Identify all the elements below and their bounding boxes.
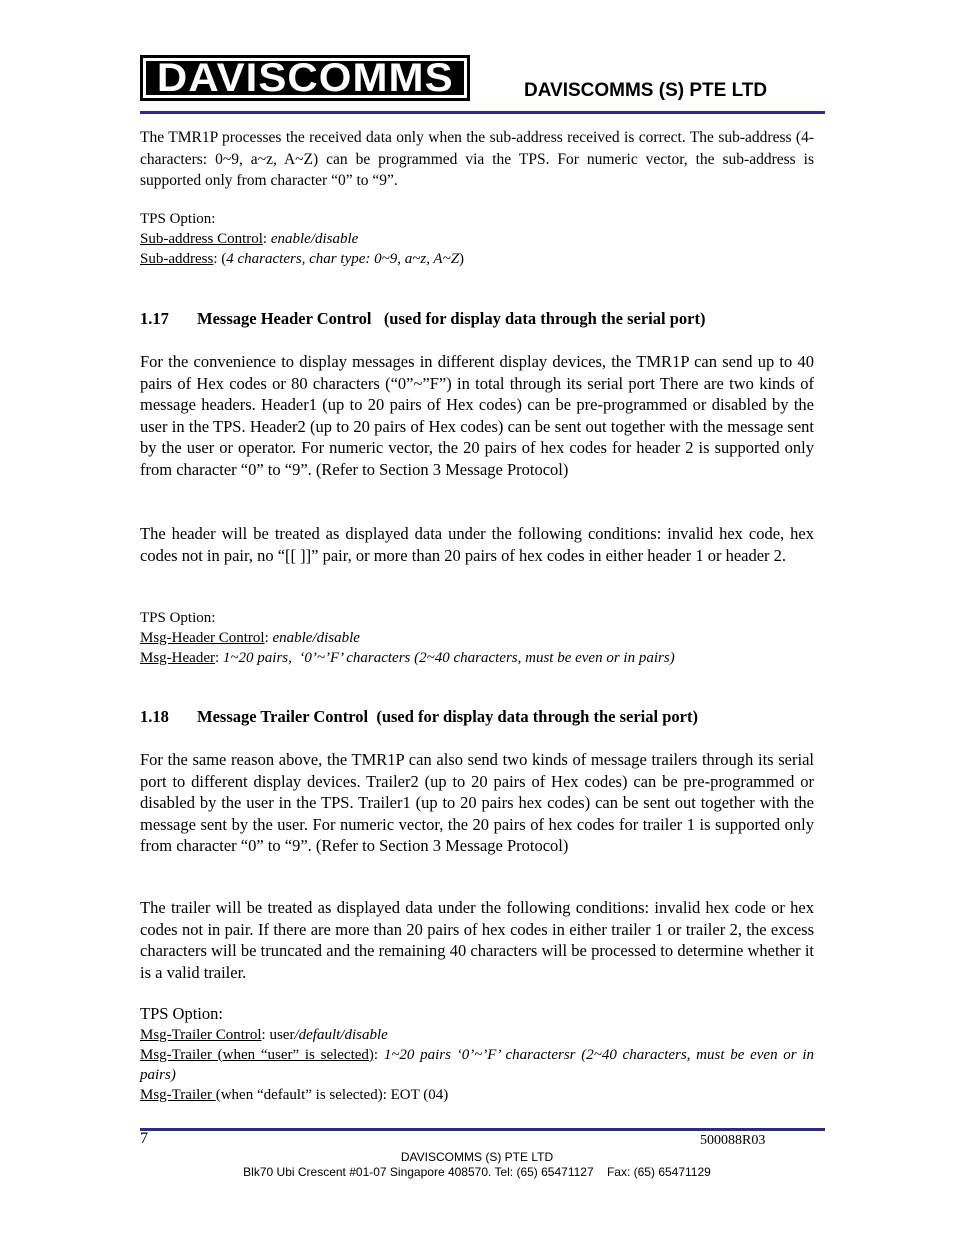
footer-address: Blk70 Ubi Crescent #01-07 Singapore 408570. Tel: (65) 65471127 Fax: (65) 65471129 [243,1165,711,1179]
tps-option-row: Sub-address: (4 characters, char type: 0~9, a~z, A~Z) [140,251,465,267]
section-1-18-para2: The trailer will be treated as displayed data under the following conditions: invalid hex code or hex codes not in pair. If there are more than 20 pairs of hex codes in either trailer 1 or trailer 2, the excess characters will be truncated and the remaining 40 characters will be processed to determine whether it is a valid trailer. [140,898,814,982]
tps-option-label: TPS Option: [140,1004,223,1023]
section-title: Message Header Control (used for display data through the serial port) [197,309,706,328]
section-1-18-heading [140,707,814,727]
tps-option-row: Msg-Trailer Control: user/default/disable [140,1026,388,1043]
section-1-17-para1: For the convenience to display messages in different display devices, the TMR1P can send up to 40 pairs of Hex codes or 80 characters (“0”~”F”) in total through its serial port There are two kinds of message headers. Header1 (up to 20 pairs of Hex codes) can be pre-programmed or disabled by the user in the TPS. Header2 (up to 20 pairs of Hex codes) can be sent out together with the message sent by the user or operator. For numeric vector, the 20 pairs of hex codes for header 2 is supported only from character “0” to “9”. (Refer to Section 3 Message Protocol) [140,352,814,479]
section-number: 1.18 [140,707,169,726]
page-number: 7 [140,1130,148,1147]
intro-paragraph: The TMR1P processes the received data only when the sub-address received is correct. The sub-address (4-characters: 0~9, a~z, A~Z) can be programmed via the TPS. For numeric vector, the sub-address is supported only from character “0” to “9”. [140,129,814,189]
header-company-name: DAVISCOMMS (S) PTE LTD [524,80,768,101]
tps-option-row: Msg-Header: 1~20 pairs, ‘0’~’F’ characters (2~40 characters, must be even or in pairs) [140,650,675,666]
intro-section [140,127,814,192]
section-1-18-tps-options [140,1003,814,1105]
section-1-18-para1: For the same reason above, the TMR1P can also send two kinds of message trailers through its serial port to different display devices. Trailer2 (up to 20 pairs of Hex codes) can be pre-programmed or disabled by the user in the TPS. Trailer1 (up to 20 pairs hex codes) can be sent out together with the message sent by the user. For numeric vector, the 20 pairs of hex codes for trailer 1 is supported only from character “0” to “9”. (Refer to Section 3 Message Protocol) [140,750,814,855]
tps-option-label: TPS Option: [140,610,216,626]
tps-option-row: Msg-Header Control: enable/disable [140,630,360,646]
document-number: 500088R03 [700,1133,766,1148]
tps-option-label: TPS Option: [140,211,216,227]
logo-text: DAVISCOMMS [156,56,454,100]
section-title: Message Trailer Control (used for display data through the serial port) [197,707,698,726]
intro-tps-options [140,209,814,269]
tps-option-row: Sub-address Control: enable/disable [140,231,359,247]
section-1-17-tps-options [140,608,814,668]
section-1-17-heading [140,309,814,329]
section-1-17-para2: The header will be treated as displayed data under the following conditions: invalid hex code, hex codes not in pair, no “[[ ]]” pair, or more than 20 pairs of hex codes in either header 1 or header 2. [140,524,814,565]
header-rule [140,111,825,114]
footer-rule [140,1128,825,1131]
tps-option-row: Msg-Trailer (when “default” is selected): EOT (04) [140,1086,449,1103]
tps-option-row: Msg-Trailer (when “user” is selected): 1~20 pairs ‘0’~’F’ charactersr (2~40 characters, must be even or in pairs) [140,1046,815,1083]
section-number: 1.17 [140,309,169,328]
company-logo [140,55,470,101]
footer-company-name: DAVISCOMMS (S) PTE LTD [400,1150,554,1164]
